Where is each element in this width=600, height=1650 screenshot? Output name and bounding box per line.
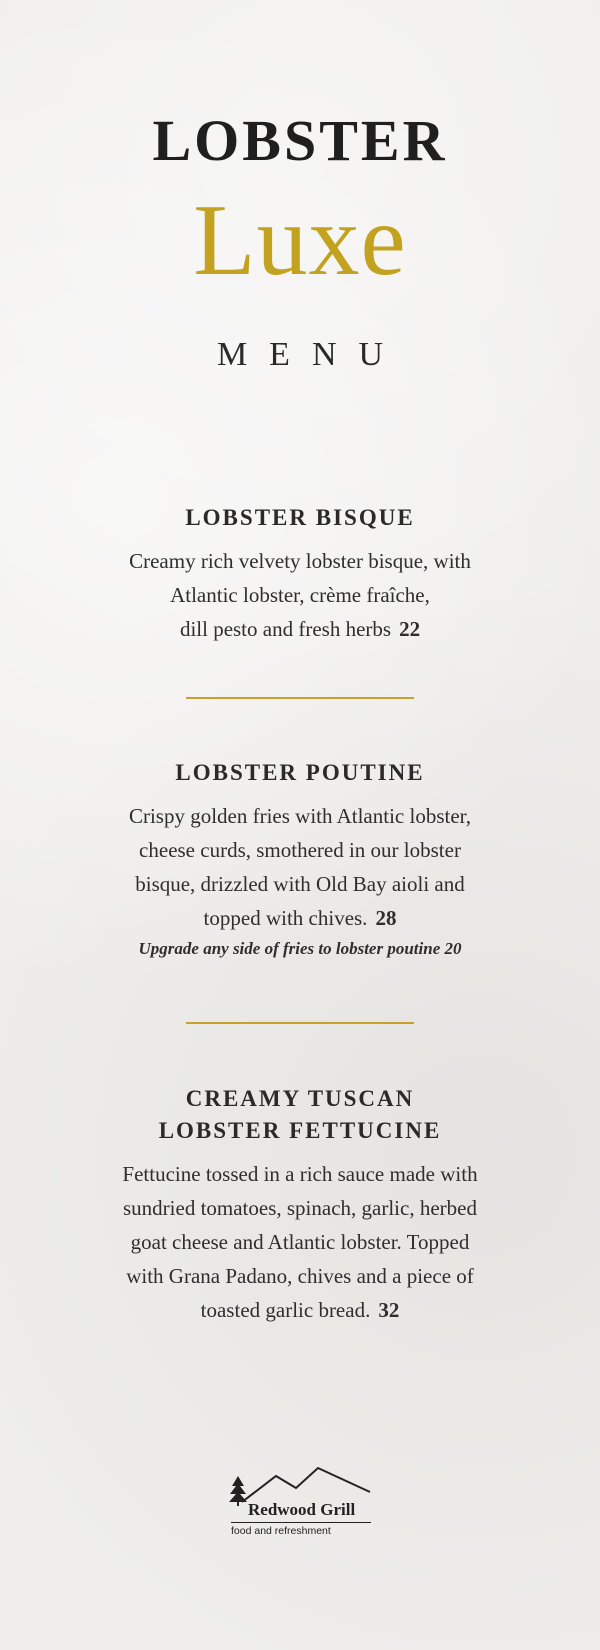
- item-description-line: cheese curds, smothered in our lobster: [139, 838, 461, 862]
- logo-name: Redwood Grill: [248, 1500, 356, 1519]
- item-description-line: sundried tomatoes, spinach, garlic, herbed: [123, 1196, 477, 1220]
- item-description: [0, 799, 600, 935]
- menu-item-lobster-bisque: [0, 502, 600, 646]
- gold-divider: [186, 1022, 414, 1024]
- item-name: [0, 1083, 600, 1147]
- item-description-line: Atlantic lobster, crème fraîche,: [170, 583, 430, 607]
- item-name-line: LOBSTER BISQUE: [185, 505, 415, 530]
- redwood-grill-logo: [228, 1462, 374, 1540]
- item-price: 22: [399, 617, 421, 641]
- item-description-line: goat cheese and Atlantic lobster. Topped: [130, 1230, 470, 1254]
- item-description-line: topped with chives.: [203, 906, 368, 930]
- logo-tagline: food and refreshment: [231, 1522, 371, 1537]
- item-description-last-line: [0, 612, 600, 646]
- item-description-line: Crispy golden fries with Atlantic lobster,: [128, 804, 472, 828]
- item-name: [0, 502, 600, 534]
- tree-icon: [229, 1476, 247, 1506]
- menu-subtitle: MENU: [216, 336, 406, 373]
- item-name: [0, 757, 600, 789]
- item-description-line: Fettucine tossed in a rich sauce made with: [122, 1162, 478, 1186]
- item-description: [0, 1157, 600, 1327]
- menu-title-script: Luxe: [193, 184, 407, 297]
- item-description-last-line: [0, 901, 600, 935]
- item-description: [0, 544, 600, 646]
- gold-divider: [186, 697, 414, 699]
- item-price: 32: [378, 1298, 400, 1322]
- item-description-last-line: [0, 1293, 600, 1327]
- menu-item-tuscan-lobster-fettucine: [0, 1083, 600, 1327]
- item-description-line: with Grana Padano, chives and a piece of: [126, 1264, 474, 1288]
- menu-title-top: LOBSTER: [152, 108, 448, 173]
- item-name-line: CREAMY TUSCAN: [185, 1086, 415, 1111]
- item-name-line: LOBSTER POUTINE: [175, 760, 425, 785]
- item-description-line: dill pesto and fresh herbs: [179, 617, 392, 641]
- item-description-line: bisque, drizzled with Old Bay aioli and: [135, 872, 465, 896]
- item-description-line: toasted garlic bread.: [200, 1298, 371, 1322]
- item-upgrade-note: Upgrade any side of fries to lobster poutine 20: [138, 939, 462, 958]
- item-name-line: LOBSTER FETTUCINE: [158, 1118, 442, 1143]
- item-price: 28: [375, 906, 397, 930]
- menu-item-lobster-poutine: [0, 757, 600, 959]
- item-description-line: Creamy rich velvety lobster bisque, with: [129, 549, 471, 573]
